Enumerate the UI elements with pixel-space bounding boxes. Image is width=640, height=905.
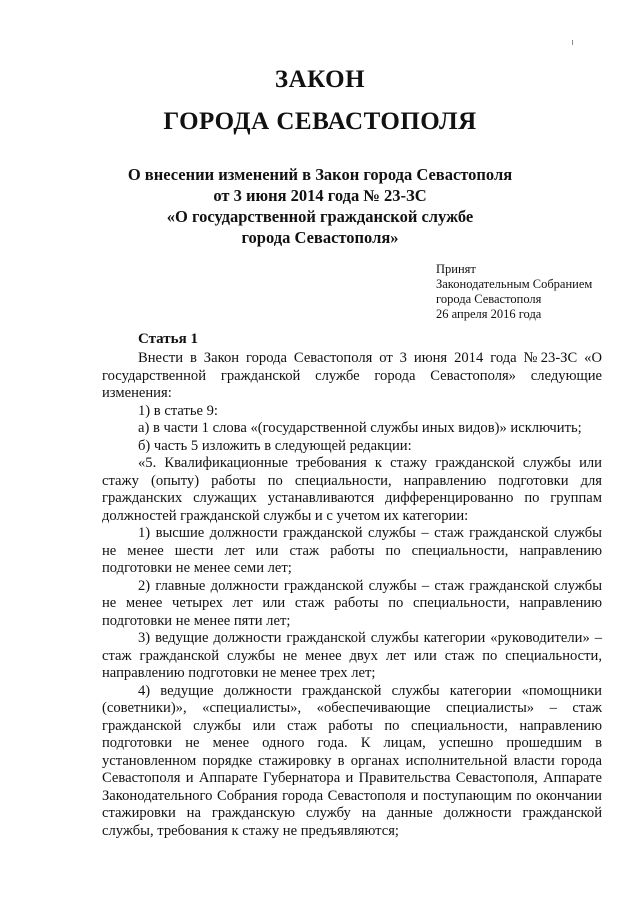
subtitle-line-4: города Севастополя» [241,228,399,247]
adoption-line-2: Законодательным Собранием [436,277,593,291]
adoption-line-1: Принят [436,262,476,276]
law-title: ЗАКОН [274,66,366,93]
subtitle-line-3: «О государственной гражданской службе [166,207,474,226]
paragraph-item-1: 1) в статье 9: [138,402,218,419]
paragraph-subitem-1: 1) высшие должности гражданской службы – стаж гражданской службы не менее шести лет или стаж работы по специальности, направлению подготовки не менее семи лет; [102,525,602,576]
scan-mark [572,40,573,45]
paragraph-subitem-4: 4) ведущие должности гражданской службы категории «помощники (советники)», «специалисты», «обеспечивающие специалисты» – стаж гражданской службы или стаж работы по специальности, направлению подготовки не менее одного года. К лицам, успешно прошедшим в установленном порядке стажировку в органах исполнительной власти города Севастополя и Аппарате Губернатора и Правительства Севастополя, Аппарате Законодательного Собрания города Севастополя и поступающим по окончании стажировки на гражданскую службу на данные должности гражданской службы, требования к стажу не предъявляются; [102,682,602,839]
subtitle-line-1: О внесении изменений в Закон города Севастополя [127,165,513,184]
article-body [102,350,602,840]
adoption-date: 26 апреля 2016 года [436,307,542,321]
article-heading: Статья 1 [138,331,198,347]
adoption-block [436,262,592,322]
subtitle-line-2: от 3 июня 2014 года № 23-ЗС [213,186,427,205]
paragraph-part-5: «5. Квалификационные требования к стажу гражданской службы или стажу (опыту) работы по специальности, направлению подготовки для гражданских служащих устанавливаются дифференцированно по группам должностей гражданской службы и с учетом их категории: [102,455,602,524]
law-city-title: ГОРОДА СЕВАСТОПОЛЯ [163,108,477,135]
paragraph-subitem-3: 3) ведущие должности гражданской службы категории «руководители» – стаж гражданской службы не менее двух лет или стаж по специальности, направлению подготовки не менее трех лет; [102,630,602,681]
paragraph-item-a: а) в части 1 слова «(государственной службы иных видов)» исключить; [138,420,582,436]
paragraph-intro: Внести в Закон города Севастополя от 3 июня 2014 года №23-ЗС «О государственной гражданской службе города Севастополя» следующие изменения: [102,350,602,401]
adoption-line-3: города Севастополя [436,292,542,306]
paragraph-subitem-2: 2) главные должности гражданской службы – стаж гражданской службы не менее четырех лет или стаж работы по специальности, направлению подготовки не менее пяти лет; [102,577,602,629]
paragraph-item-b: б) часть 5 изложить в следующей редакции: [138,437,412,454]
